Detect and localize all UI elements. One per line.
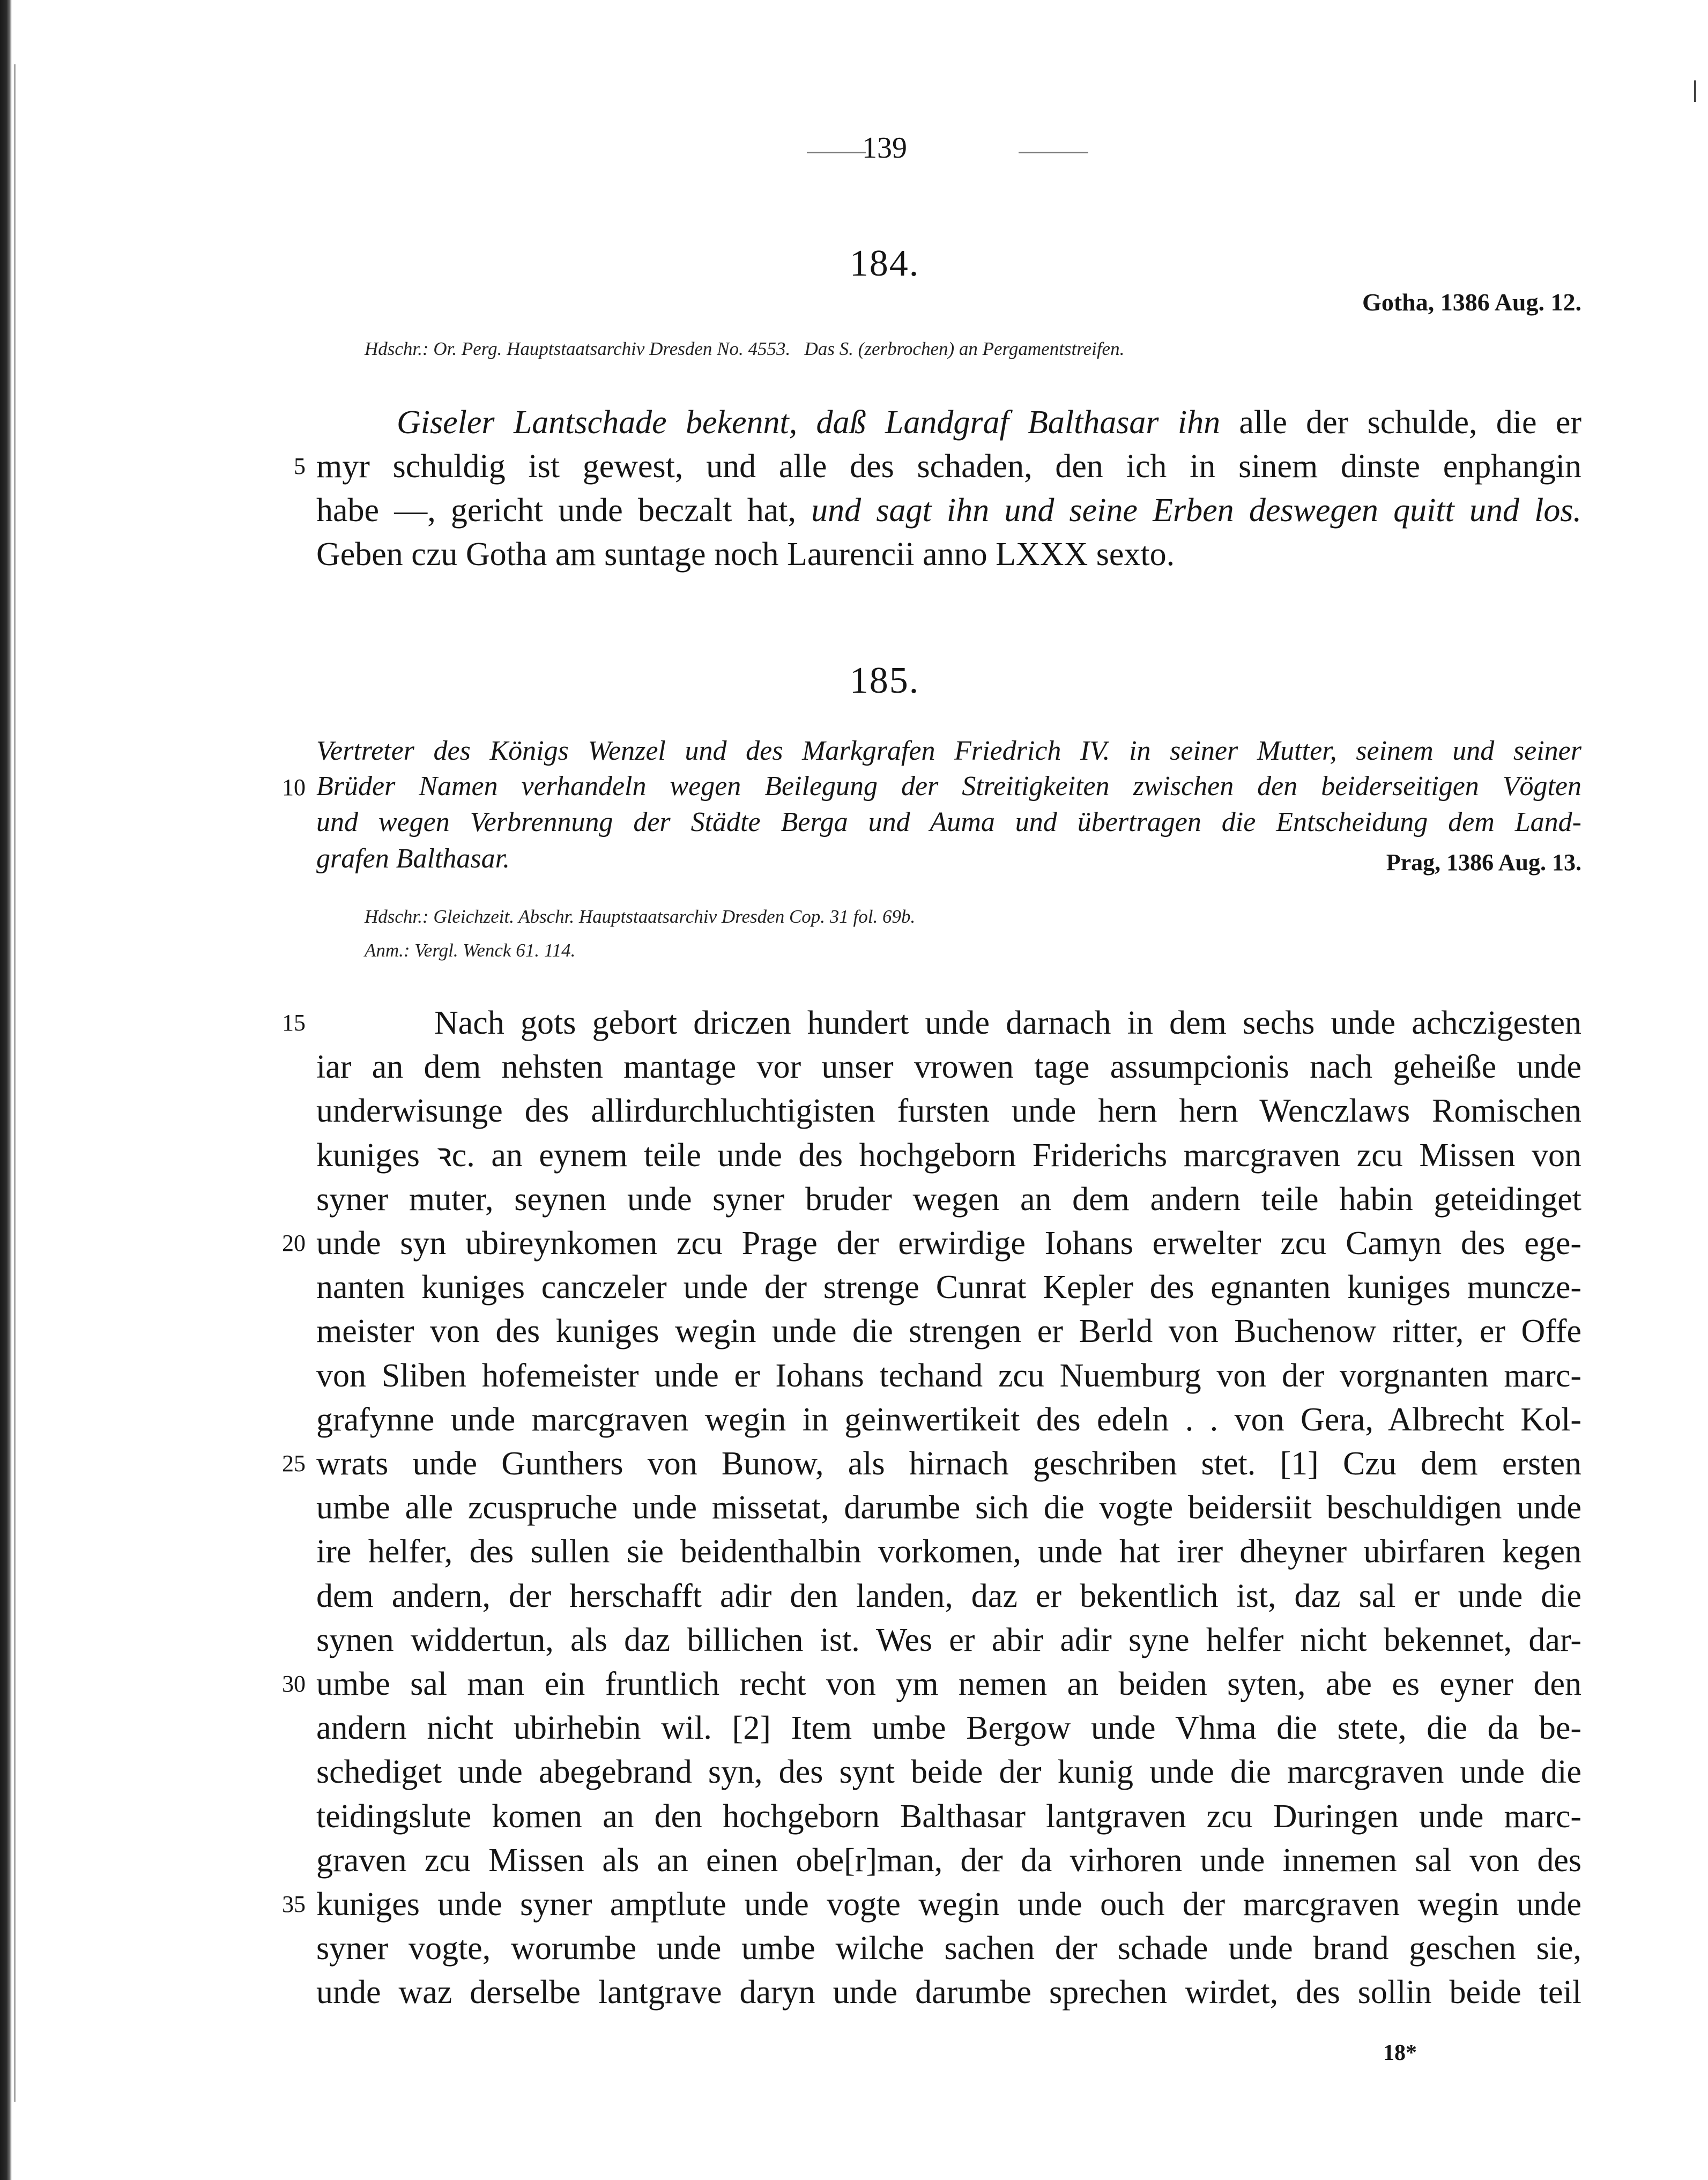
text-line: andern nicht ubirhebin wil. [2] Item umbe Bergow unde Vhma die stete, die da be-: [316, 1710, 1581, 1746]
text-segment: Geben czu Gotha am suntage noch Laurencii anno LXXX sexto.: [316, 536, 1175, 573]
text-segment: habe —, gericht unde beczalt hat,: [316, 492, 812, 529]
text-line: dem andern, der herschafft adir den landen, daz er bekentlich ist, daz sal er unde die: [316, 1578, 1581, 1614]
text-line: nanten kuniges canczeler unde der strenge Cunrat Kepler des egnanten kuniges muncze-: [316, 1269, 1581, 1306]
page-edge-line: [14, 64, 16, 2102]
text-line: grafynne unde marcgraven wegin in geinwertikeit des edeln . . von Gera, Albrecht Kol-: [316, 1402, 1581, 1438]
signature-mark: 18*: [1383, 2041, 1417, 2065]
text-segment: alle der schulde, die er: [1239, 404, 1582, 441]
text-line: von Sliben hofemeister unde er Iohans techand zcu Nuemburg von der vorgnanten marc-: [316, 1358, 1581, 1394]
text-line: syner vogte, worumbe unde umbe wilche sachen der schade unde brand geschen sie,: [316, 1930, 1581, 1967]
summary-line: und wegen Verbrennung der Städte Berga und Auma und übertragen die Entscheidung dem Land-: [316, 807, 1581, 837]
text-line: iar an dem nehsten mantage vor unser vrowen tage assumpcionis nach geheiße unde: [316, 1049, 1581, 1085]
doc-185-number: 185.: [849, 660, 920, 701]
text-line: synen widdertun, als daz billichen ist. Wes er abir adir syne helfer nicht bekennet, dar-: [316, 1622, 1581, 1658]
text-line: [316, 533, 1581, 576]
line-number: 15: [282, 1010, 306, 1036]
text-segment: Giseler Lantschade bekennt, daß Landgraf Balthasar ihn: [397, 404, 1239, 441]
text-line: ire helfer, des sullen sie beidenthalbin vorkomen, unde hat irer dheyner ubirfaren kegen: [316, 1533, 1581, 1570]
doc-185-source-1: Hdschr.: Gleichzeit. Abschr. Hauptstaatsarchiv Dresden Cop. 31 fol. 69b.: [365, 906, 916, 927]
scan-mark: [1694, 80, 1696, 102]
text-line: teidingslute komen an den hochgeborn Balthasar lantgraven zcu Duringen unde marc-: [316, 1798, 1581, 1835]
text-line: graven zcu Missen als an einen obe[r]man, der da virhoren unde innemen sal von des: [316, 1842, 1581, 1879]
page-number: 139: [862, 131, 907, 165]
text-segment: und sagt ihn und seine Erben deswegen quitt und los.: [811, 492, 1581, 529]
text-line: syner muter, seynen unde syner bruder wegen an dem andern teile habin geteidinget: [316, 1181, 1581, 1218]
text-line: [316, 445, 1581, 488]
doc-185-dateline: Prag, 1386 Aug. 13.: [1386, 849, 1581, 876]
line-number: 10: [282, 774, 306, 800]
summary-line: Vertreter des Königs Wenzel und des Markgrafen Friedrich IV. in seiner Mutter, seinem und seiner: [316, 736, 1581, 766]
text-line: kuniges ꝛc. an eynem teile unde des hochgeborn Friderichs marcgraven zcu Missen von: [316, 1137, 1581, 1174]
doc-184-dateline: Gotha, 1386 Aug. 12.: [1362, 288, 1581, 316]
text-line: unde syn ubireynkomen zcu Prage der erwirdige Iohans erwelter zcu Camyn des ege-: [316, 1225, 1581, 1262]
text-segment: myr schuldig ist gewest, und alle des schaden, den ich in sinem dinste enphangin: [316, 448, 1581, 485]
text-line: umbe alle zcuspruche unde missetat, darumbe sich die vogte beidersiit beschuldigen unde: [316, 1489, 1581, 1526]
text-line: underwisunge des allirdurchluchtigisten fursten unde hern hern Wenczlaws Romischen: [316, 1093, 1581, 1129]
text-line: wrats unde Gunthers von Bunow, als hirnach geschriben stet. [1] Czu dem ersten: [316, 1445, 1581, 1482]
text-line: Nach gots gebort driczen hundert unde darnach in dem sechs unde achczigesten: [434, 1005, 1581, 1041]
line-number: 5: [294, 453, 306, 479]
doc-185-source: [365, 906, 1544, 928]
doc-184-source: Hdschr.: Or. Perg. Hauptstaatsarchiv Dresden No. 4553. Das S. (zerbrochen) an Pergamentstreifen.: [365, 338, 1125, 359]
text-line: umbe sal man ein fruntlich recht von ym nemen an beiden syten, abe es eyner den: [316, 1666, 1581, 1702]
line-number: 30: [282, 1671, 306, 1697]
page-spine-shadow: [0, 0, 12, 2180]
text-line: schediget unde abegebrand syn, des synt beide der kunig unde die marcgraven unde die: [316, 1754, 1581, 1790]
summary-line: Brüder Namen verhandeln wegen Beilegung der Streitigkeiten zwischen den beiderseitigen Vögten: [316, 771, 1581, 802]
doc-185-note: Anm.: Vergl. Wenck 61. 114.: [365, 940, 576, 961]
doc-184-number: 184.: [849, 243, 920, 284]
text-line: kuniges unde syner amptlute unde vogte wegin unde ouch der marcgraven wegin unde: [316, 1886, 1581, 1923]
summary-line: grafen Balthasar.: [316, 843, 510, 874]
line-number: 25: [282, 1450, 306, 1477]
text-line: unde waz derselbe lantgrave daryn unde darumbe sprechen wirdet, des sollin beide teil: [316, 1974, 1581, 2011]
running-head-rule-right: [1019, 152, 1088, 153]
text-line: [316, 489, 1581, 532]
line-number: 35: [282, 1891, 306, 1917]
line-number: 20: [282, 1230, 306, 1256]
text-line: [316, 401, 1581, 444]
text-line: meister von des kuniges wegin unde die strengen er Berld von Buchenow ritter, er Offe: [316, 1313, 1581, 1349]
